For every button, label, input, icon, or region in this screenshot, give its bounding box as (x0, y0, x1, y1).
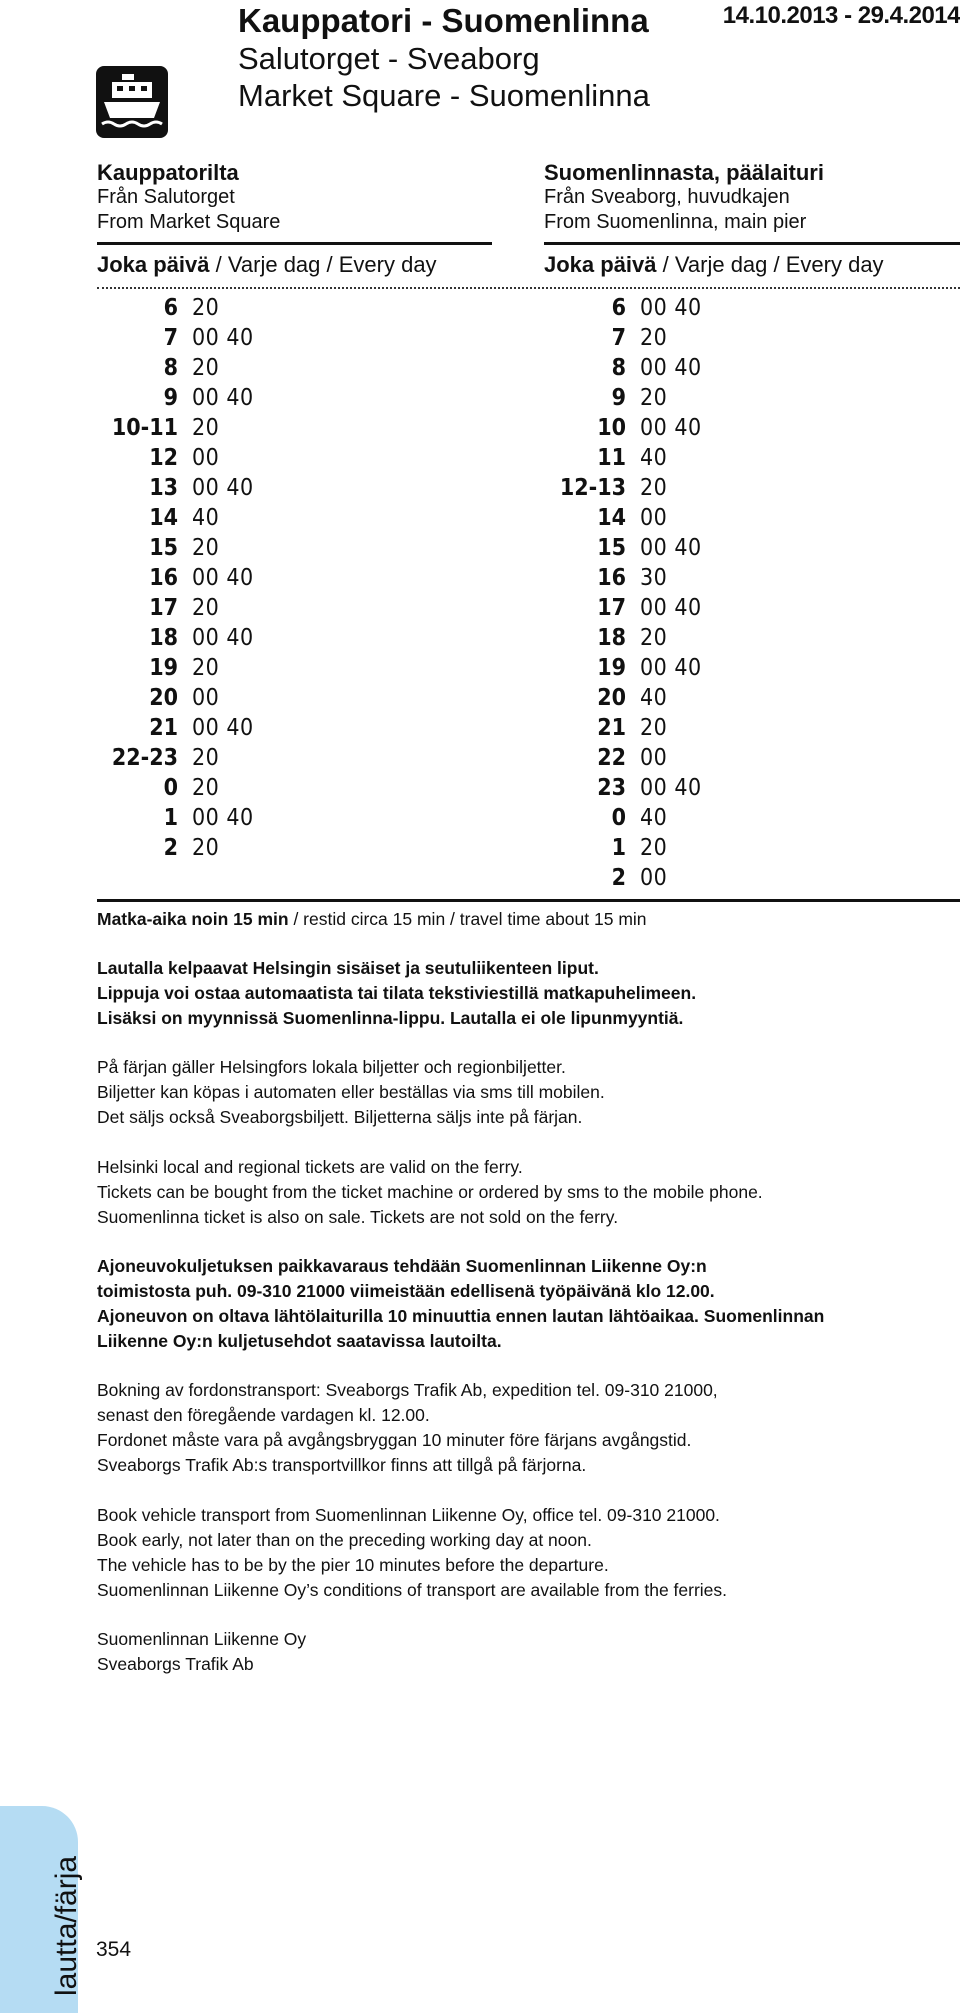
side-tab-label: lautta/färja (50, 1855, 83, 1996)
vehicle-sv-line: Sveaborgs Trafik Ab:s transportvillkor finns att tillgå på färjorna. (97, 1455, 587, 1475)
departure-minutes: 00 (640, 745, 668, 771)
validity-date-range: 14.10.2013 - 29.4.2014 (722, 2, 960, 29)
departure-hour: 12 (149, 445, 178, 471)
right-departure-row (540, 862, 702, 892)
departure-hour: 0 (163, 775, 178, 801)
departure-hour: 20 (149, 685, 178, 711)
departure-hour: 17 (597, 595, 626, 621)
departure-hour: 6 (611, 295, 626, 321)
left-heading-rule (97, 242, 492, 245)
dotted-divider (97, 287, 960, 289)
ticket-fi-line: Lautalla kelpaavat Helsingin sisäiset ja seutuliikenteen liput. (97, 958, 599, 978)
right-departure-row (540, 772, 702, 802)
left-departure-row (92, 532, 254, 562)
departure-hour: 7 (611, 325, 626, 351)
left-day-bold: Joka päivä (97, 252, 210, 277)
departure-minutes: 20 (640, 475, 668, 501)
left-departure-row (92, 352, 254, 382)
departure-minutes: 20 (640, 385, 668, 411)
departure-minutes: 20 (192, 835, 220, 861)
departure-hour: 11 (597, 445, 626, 471)
ticket-fi-line: Lippuja voi ostaa automaatista tai tilata tekstiviestillä matkapuhelimeen. (97, 983, 697, 1003)
right-departure-row (540, 622, 702, 652)
right-departure-row (540, 412, 702, 442)
right-departure-row (540, 592, 702, 622)
left-departure-row (92, 442, 254, 472)
departure-minutes: 00 40 (192, 715, 254, 741)
departure-minutes: 00 40 (192, 805, 254, 831)
ticket-info-en (97, 1155, 960, 1230)
ticket-en-line: Helsinki local and regional tickets are valid on the ferry. (97, 1157, 523, 1177)
departure-hour: 15 (597, 535, 626, 561)
ticket-info-sv (97, 1055, 960, 1130)
departure-hour: 2 (163, 835, 178, 861)
vehicle-en-line: Book vehicle transport from Suomenlinnan Liikenne Oy, office tel. 09-310 21000. (97, 1505, 720, 1525)
right-departure-row (540, 652, 702, 682)
departure-minutes: 00 40 (192, 565, 254, 591)
ferry-icon (96, 66, 168, 138)
departure-minutes: 20 (640, 325, 668, 351)
departure-hour: 19 (149, 655, 178, 681)
ticket-sv-line: Biljetter kan köpas i automaten eller beställas via sms till mobilen. (97, 1082, 605, 1102)
departure-hour: 8 (163, 355, 178, 381)
left-departure-row (92, 802, 254, 832)
departure-minutes: 20 (192, 355, 220, 381)
left-departure-row (92, 412, 254, 442)
departure-minutes: 20 (192, 415, 220, 441)
left-departure-row (92, 292, 254, 322)
ticket-fi-line: Lisäksi on myynnissä Suomenlinna-lippu. Lautalla ei ole lipunmyyntiä. (97, 1008, 684, 1028)
departure-minutes: 40 (640, 685, 668, 711)
departure-hour: 22-23 (111, 745, 178, 771)
timetable-bottom-rule (97, 899, 960, 902)
right-column-heading (544, 160, 960, 235)
departure-minutes: 00 40 (640, 655, 702, 681)
vehicle-en-line: Book early, not later than on the preceding working day at noon. (97, 1530, 592, 1550)
operator-name: Suomenlinnan Liikenne Oy (97, 1629, 307, 1649)
departure-hour: 19 (597, 655, 626, 681)
vehicle-en-line: Suomenlinnan Liikenne Oy’s conditions of transport are available from the ferries. (97, 1580, 728, 1600)
right-departure-row (540, 292, 702, 322)
right-departure-row (540, 682, 702, 712)
departure-hour: 21 (149, 715, 178, 741)
departure-minutes: 00 40 (192, 325, 254, 351)
page-number: 354 (96, 1938, 132, 1961)
route-title-fi: Kauppatori - Suomenlinna (238, 2, 649, 39)
departure-minutes: 00 (640, 505, 668, 531)
left-day-label (97, 250, 437, 280)
route-title-sv: Salutorget - Sveaborg (238, 41, 540, 76)
ticket-sv-line: Det säljs också Sveaborgsbiljett. Biljetterna säljs inte på färjan. (97, 1107, 583, 1127)
departure-hour: 7 (163, 325, 178, 351)
vehicle-sv-line: Fordonet måste vara på avgångsbryggan 10 minuter före färjans avgångstid. (97, 1430, 692, 1450)
left-departure-row (92, 772, 254, 802)
vehicle-fi-line: Ajoneuvon on oltava lähtölaiturilla 10 minuuttia ennen lautan lähtöaikaa. Suomenlinnan (97, 1306, 825, 1326)
departure-hour: 14 (597, 505, 626, 531)
left-day-rest: / Varje dag / Every day (209, 252, 437, 277)
right-day-rest: / Varje dag / Every day (656, 252, 884, 277)
left-departure-row (92, 682, 254, 712)
left-departure-row (92, 472, 254, 502)
right-departure-row (540, 832, 702, 862)
ticket-sv-line: På färjan gäller Helsingfors lokala biljetter och regionbiljetter. (97, 1057, 566, 1077)
right-departure-row (540, 712, 702, 742)
vehicle-info-en (97, 1503, 960, 1603)
departure-hour: 9 (163, 385, 178, 411)
departure-hour: 16 (149, 565, 178, 591)
left-departure-row (92, 322, 254, 352)
ticket-en-line: Tickets can be bought from the ticket machine or ordered by sms to the mobile phone. (97, 1182, 763, 1202)
vehicle-fi-line: toimistosta puh. 09-310 21000 viimeistään edellisenä työpäivänä klo 12.00. (97, 1281, 715, 1301)
departure-hour: 0 (611, 805, 626, 831)
departure-hour: 23 (597, 775, 626, 801)
right-departure-row (540, 532, 702, 562)
left-departure-row (92, 382, 254, 412)
right-heading-rule (544, 242, 960, 245)
departure-hour: 8 (611, 355, 626, 381)
left-departure-row (92, 832, 254, 862)
departure-minutes: 30 (640, 565, 668, 591)
vehicle-info-sv (97, 1378, 960, 1478)
departure-minutes: 00 40 (640, 355, 702, 381)
travel-time (97, 907, 960, 932)
vehicle-sv-line: Bokning av fordonstransport: Sveaborgs Trafik Ab, expedition tel. 09-310 21000, (97, 1380, 718, 1400)
right-departure-row (540, 322, 702, 352)
left-heading-fi: Kauppatorilta (97, 160, 239, 185)
travel-time-bold: Matka-aika noin 15 min (97, 909, 289, 929)
departure-hour: 12-13 (559, 475, 626, 501)
departure-minutes: 20 (640, 715, 668, 741)
departure-hour: 18 (597, 625, 626, 651)
right-departure-row (540, 742, 702, 772)
vehicle-en-line: The vehicle has to be by the pier 10 minutes before the departure. (97, 1555, 609, 1575)
ticket-info-fi (97, 956, 960, 1031)
operators (97, 1627, 960, 1677)
right-timetable (540, 292, 702, 892)
departure-minutes: 00 40 (192, 625, 254, 651)
departure-minutes: 40 (640, 805, 668, 831)
left-departure-row (92, 742, 254, 772)
departure-minutes: 20 (192, 775, 220, 801)
departure-minutes: 20 (640, 835, 668, 861)
departure-hour: 10-11 (111, 415, 178, 441)
left-timetable (92, 292, 254, 862)
right-heading-fi: Suomenlinnasta, päälaituri (544, 160, 824, 185)
departure-minutes: 40 (640, 445, 668, 471)
left-departure-row (92, 712, 254, 742)
departure-minutes: 00 40 (640, 295, 702, 321)
right-day-bold: Joka päivä (544, 252, 657, 277)
right-departure-row (540, 472, 702, 502)
left-heading-sv: Från Salutorget (97, 186, 235, 208)
departure-minutes: 20 (640, 625, 668, 651)
departure-minutes: 20 (192, 535, 220, 561)
left-departure-row (92, 592, 254, 622)
departure-hour: 9 (611, 385, 626, 411)
departure-hour: 17 (149, 595, 178, 621)
section-side-tab (0, 1806, 83, 2013)
departure-hour: 20 (597, 685, 626, 711)
departure-minutes: 00 (192, 685, 220, 711)
departure-hour: 10 (597, 415, 626, 441)
departure-hour: 15 (149, 535, 178, 561)
departure-minutes: 00 40 (640, 775, 702, 801)
right-departure-row (540, 352, 702, 382)
vehicle-fi-line: Ajoneuvokuljetuksen paikkavaraus tehdään Suomenlinnan Liikenne Oy:n (97, 1256, 707, 1276)
departure-minutes: 00 40 (640, 595, 702, 621)
departure-minutes: 00 (640, 865, 668, 891)
departure-hour: 13 (149, 475, 178, 501)
right-departure-row (540, 802, 702, 832)
departure-minutes: 00 (192, 445, 220, 471)
departure-hour: 18 (149, 625, 178, 651)
departure-hour: 21 (597, 715, 626, 741)
travel-time-rest: / restid circa 15 min / travel time about 15 min (288, 909, 647, 929)
right-day-label (544, 250, 884, 280)
departure-hour: 22 (597, 745, 626, 771)
departure-hour: 16 (597, 565, 626, 591)
operator-name: Sveaborgs Trafik Ab (97, 1654, 254, 1674)
title-block (238, 0, 650, 114)
right-departure-row (540, 502, 702, 532)
ticket-en-line: Suomenlinna ticket is also on sale. Tickets are not sold on the ferry. (97, 1207, 619, 1227)
left-departure-row (92, 652, 254, 682)
right-departure-row (540, 382, 702, 412)
departure-hour: 1 (163, 805, 178, 831)
departure-minutes: 00 40 (640, 415, 702, 441)
left-departure-row (92, 562, 254, 592)
departure-minutes: 20 (192, 745, 220, 771)
right-heading-en: From Suomenlinna, main pier (544, 211, 807, 233)
departure-minutes: 00 40 (192, 385, 254, 411)
vehicle-sv-line: senast den föregående vardagen kl. 12.00. (97, 1405, 430, 1425)
departure-minutes: 20 (192, 295, 220, 321)
right-departure-row (540, 562, 702, 592)
left-departure-row (92, 622, 254, 652)
vehicle-fi-line: Liikenne Oy:n kuljetusehdot saatavissa lautoilta. (97, 1331, 502, 1351)
departure-minutes: 20 (192, 655, 220, 681)
departure-minutes: 00 40 (192, 475, 254, 501)
departure-hour: 6 (163, 295, 178, 321)
departure-hour: 1 (611, 835, 626, 861)
right-departure-row (540, 442, 702, 472)
left-column-heading (97, 160, 517, 235)
departure-minutes: 20 (192, 595, 220, 621)
departure-minutes: 00 40 (640, 535, 702, 561)
left-heading-en: From Market Square (97, 211, 281, 233)
route-title-en: Market Square - Suomenlinna (238, 78, 650, 113)
left-departure-row (92, 502, 254, 532)
right-heading-sv: Från Sveaborg, huvudkajen (544, 186, 790, 208)
vehicle-info-fi (97, 1254, 960, 1354)
departure-hour: 14 (149, 505, 178, 531)
departure-minutes: 40 (192, 505, 220, 531)
departure-hour: 2 (611, 865, 626, 891)
